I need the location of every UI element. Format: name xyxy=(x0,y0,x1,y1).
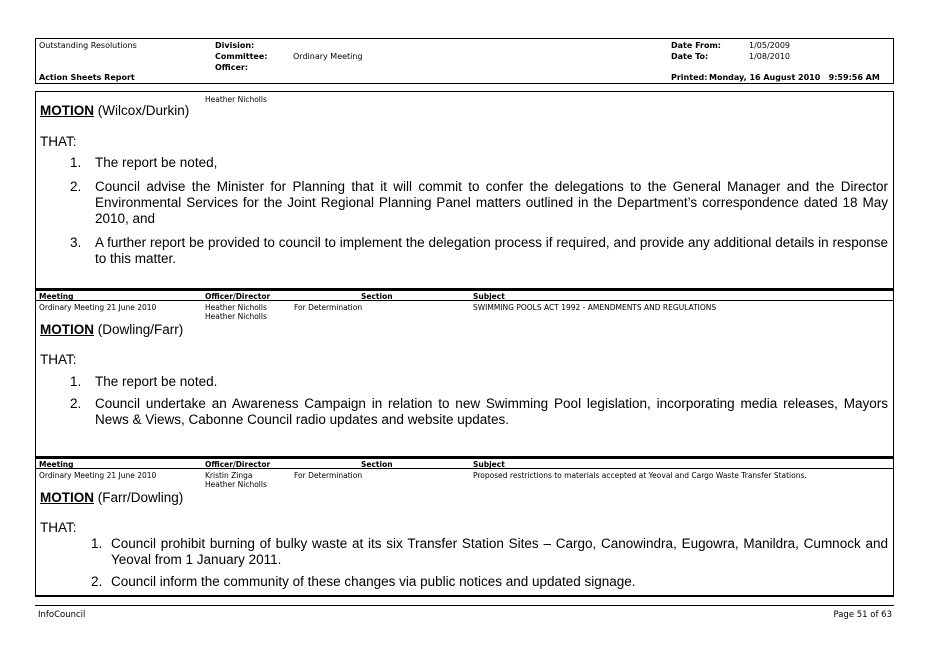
director-cell: Heather Nicholls xyxy=(205,480,267,489)
item-text: Council undertake an Awareness Campaign in relation to new Swimming Pool legislation, incorporating media releases, Mayors News & Views, Cabonne Council radio updates and website updates. xyxy=(95,396,888,427)
date-to-value: 1/08/2010 xyxy=(749,52,791,61)
table-header xyxy=(36,290,893,301)
column-officer: Officer/Director xyxy=(205,460,271,469)
column-meeting: Meeting xyxy=(39,292,74,301)
item-number: 1. xyxy=(91,536,103,551)
column-section: Section xyxy=(361,460,393,469)
list-item xyxy=(70,396,888,428)
officer-cell: Heather Nicholls xyxy=(205,303,267,312)
footer-app-name: InfoCouncil xyxy=(38,610,86,620)
subject-cell: SWIMMING POOLS ACT 1992 - AMENDMENTS AND REGULATIONS xyxy=(473,303,717,312)
motion-movers: (Dowling/Farr) xyxy=(97,322,184,337)
item-text: Council advise the Minister for Planning that it will commit to confer the delegations to the General Manager and the Director Environmental Services for the Joint Regional Planning Panel matters outlined in the Department’s correspondence dated 18 May 2010, and xyxy=(95,179,888,226)
date-from-value: 1/05/2009 xyxy=(749,41,791,50)
list-item xyxy=(70,155,888,171)
that-label: THAT: xyxy=(40,134,77,149)
resolution-block-2 xyxy=(35,290,894,458)
list-item xyxy=(70,235,888,267)
motion-heading xyxy=(40,490,183,505)
table-header xyxy=(36,458,893,469)
resolution-list xyxy=(70,155,888,267)
motion-movers: (Wilcox/Durkin) xyxy=(97,103,190,118)
officer-name: Heather Nicholls xyxy=(205,95,267,104)
list-item xyxy=(70,374,888,390)
item-number: 2. xyxy=(70,179,82,194)
resolution-block-3 xyxy=(35,458,894,597)
column-subject: Subject xyxy=(473,460,505,469)
motion-keyword: MOTION xyxy=(40,322,94,337)
item-number: 3. xyxy=(70,235,82,250)
resolution-list xyxy=(91,536,888,590)
resolution-block-1 xyxy=(35,91,894,290)
item-text: Council prohibit burning of bulky waste at its six Transfer Station Sites – Cargo, Canowindra, Eugowra, Manildra, Cumnock and Yeoval from 1 January 2011. xyxy=(111,536,888,567)
subject-cell: Proposed restrictions to materials accepted at Yeoval and Cargo Waste Transfer Stations. xyxy=(473,471,807,480)
resolution-list xyxy=(70,374,888,428)
motion-movers: (Farr/Dowling) xyxy=(97,490,184,505)
column-officer: Officer/Director xyxy=(205,292,271,301)
motion-heading xyxy=(40,103,189,118)
list-item xyxy=(91,574,888,590)
officer-label: Officer: xyxy=(215,63,249,72)
division-label: Division: xyxy=(215,41,255,50)
item-number: 2. xyxy=(70,396,82,411)
section-cell: For Determination xyxy=(294,471,363,480)
column-section: Section xyxy=(361,292,393,301)
meeting-cell: Ordinary Meeting 21 June 2010 xyxy=(39,471,157,480)
motion-heading xyxy=(40,322,183,337)
that-label: THAT: xyxy=(40,352,77,367)
report-name: Action Sheets Report xyxy=(39,73,135,82)
committee-label: Committee: xyxy=(215,52,268,61)
date-to-label: Date To: xyxy=(671,52,709,61)
page-number: Page 51 of 63 xyxy=(833,610,892,620)
report-left-title: Outstanding Resolutions xyxy=(39,41,137,50)
report-header xyxy=(35,38,894,84)
motion-keyword: MOTION xyxy=(40,103,94,118)
officer-cell: Kristin Zinga xyxy=(205,471,253,480)
item-text: A further report be provided to council to implement the delegation process if required, and provide any additional details in response to this matter. xyxy=(95,235,888,266)
date-from-label: Date From: xyxy=(671,41,722,50)
section-cell: For Determination xyxy=(294,303,363,312)
item-text: The report be noted, xyxy=(95,155,218,170)
printed-value: Monday, 16 August 2010 9:59:56 AM xyxy=(709,73,880,82)
that-label: THAT: xyxy=(40,520,77,535)
item-text: The report be noted. xyxy=(95,374,218,389)
column-meeting: Meeting xyxy=(39,460,74,469)
motion-keyword: MOTION xyxy=(40,490,94,505)
item-number: 2. xyxy=(91,574,103,589)
item-number: 1. xyxy=(70,374,82,389)
list-item xyxy=(91,536,888,568)
page-footer xyxy=(35,605,894,620)
item-text: Council inform the community of these changes via public notices and updated signage. xyxy=(111,574,636,589)
list-item xyxy=(70,179,888,227)
committee-value: Ordinary Meeting xyxy=(293,52,363,61)
printed-label: Printed: xyxy=(671,73,708,82)
meeting-cell: Ordinary Meeting 21 June 2010 xyxy=(39,303,157,312)
item-number: 1. xyxy=(70,155,82,170)
director-cell: Heather Nicholls xyxy=(205,312,267,321)
column-subject: Subject xyxy=(473,292,505,301)
